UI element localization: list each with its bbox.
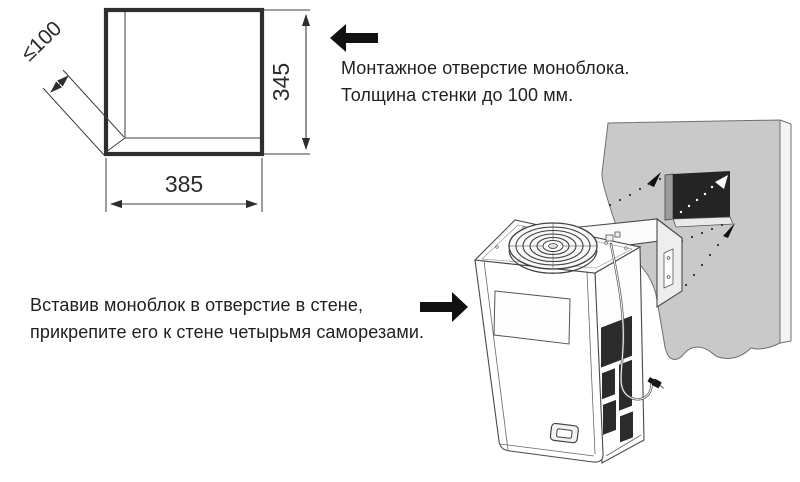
- height-dimension: [264, 10, 310, 154]
- wall-edge: [780, 120, 791, 343]
- width-dimension: [106, 158, 262, 212]
- hole-front-frame: [106, 10, 262, 154]
- mounting-hole-drawing: [0, 0, 330, 230]
- power-plug: [647, 376, 666, 390]
- front-recessed-panel: [494, 291, 570, 344]
- height-label: 345: [268, 62, 294, 102]
- monoblock-unit: [475, 220, 644, 463]
- caption-line: прикрепите его к стене четырьмя саморезами.: [30, 322, 425, 342]
- caption-line: Вставив моноблок в отверстие в стене,: [30, 295, 364, 315]
- fan: [509, 223, 597, 274]
- arrow-left-icon: [330, 24, 378, 52]
- caption-line: Толщина стенки до 100 мм.: [341, 85, 574, 105]
- installation-illustration: [420, 95, 800, 482]
- mounting-plate: [664, 249, 673, 288]
- caption-line: Монтажное отверстие моноблока.: [341, 58, 630, 78]
- unit-front-face: [475, 260, 603, 462]
- front-handle: [550, 423, 579, 443]
- width-label: 385: [164, 171, 204, 197]
- caption-installation: [30, 292, 424, 346]
- thickness-label: ≤100: [16, 16, 67, 66]
